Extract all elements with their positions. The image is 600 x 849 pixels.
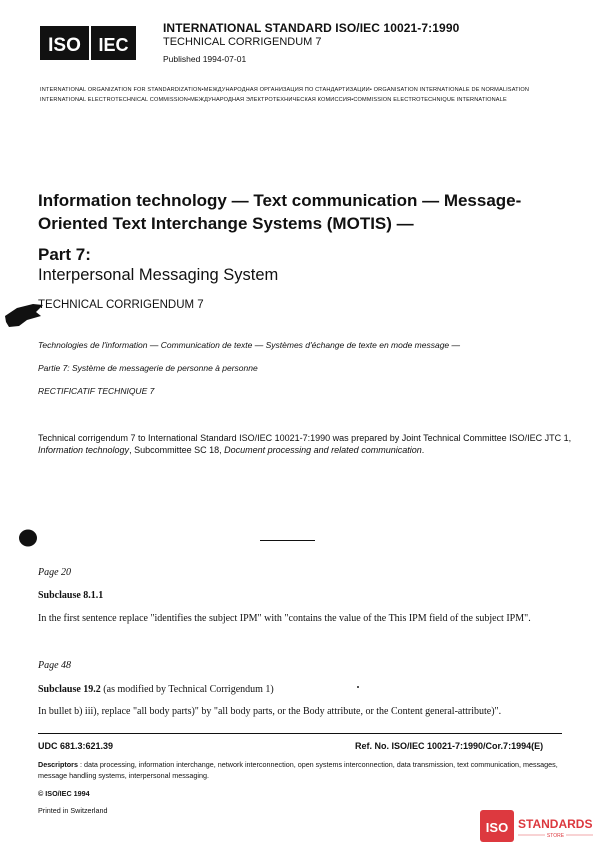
intro-middle: , Subcommittee SC 18,	[129, 445, 225, 455]
org-line-iso: INTERNATIONAL ORGANIZATION FOR STANDARDIZATION•МЕЖДУНАРОДНАЯ ОРГАНИЗАЦИЯ ПО СТАНДАРТИЗАЦИИ• ORGANISATION INTERNATIONALE DE NORMALISATION	[40, 87, 530, 93]
french-title: Technologies de l'information — Communication de texte — Systèmes d'échange de texte en mode message —	[38, 340, 461, 350]
printed-in: Printed in Switzerland	[38, 806, 108, 815]
iso-standards-store-watermark	[478, 808, 596, 846]
correction-subclause	[38, 684, 274, 695]
subclause-label: Subclause 19.2	[38, 684, 101, 695]
correction-page: Page 48	[38, 660, 72, 671]
intro-committee: Information technology	[38, 445, 130, 455]
intro-paragraph	[38, 432, 578, 456]
section-divider	[260, 540, 315, 541]
footer-rule	[38, 733, 562, 734]
descriptors-text: : data processing, information interchange, network interconnection, open systems interconnection, data transmission, text communication, messages, message handling systems, interpersonal messaging.	[38, 760, 558, 780]
published-date: Published 1994-07-01	[163, 54, 247, 64]
corrigendum-label: TECHNICAL CORRIGENDUM 7	[163, 36, 322, 48]
ink-dot	[18, 528, 38, 548]
watermark-store: STORE	[546, 833, 565, 839]
correction-page: Page 20	[38, 567, 72, 578]
correction-subclause	[38, 590, 103, 601]
copyright: © ISO/IEC 1994	[38, 789, 90, 798]
standard-title: INTERNATIONAL STANDARD ISO/IEC 10021-7:1990	[163, 21, 460, 35]
logo-iso-text: ISO	[48, 35, 81, 56]
french-corrigendum: RECTIFICATIF TECHNIQUE 7	[38, 386, 155, 396]
french-part: Partie 7: Système de messagerie de personne à personne	[38, 363, 258, 373]
descriptors-label: Descriptors	[38, 760, 78, 769]
part-number: Part 7:	[38, 245, 91, 264]
iso-iec-logo	[40, 26, 136, 60]
watermark-iso: ISO	[485, 820, 509, 835]
org-line-iec: INTERNATIONAL ELECTROTECHNICAL COMMISSION•МЕЖДУНАРОДНАЯ ЭЛЕКТРОТЕХНИЧЕСКАЯ КОМИССИЯ•COMMISSION ELECTROTECHNIQUE INTERNATIONALE	[40, 97, 507, 103]
logo-iec-text: IEC	[98, 35, 129, 55]
udc-code: UDC 681.3:621.39	[38, 741, 114, 751]
subclause-note: (as modified by Technical Corrigendum 1)	[100, 684, 274, 695]
corrigendum-title: TECHNICAL CORRIGENDUM 7	[38, 299, 204, 311]
intro-subcommittee: Document processing and related communication	[224, 445, 422, 455]
descriptors	[38, 760, 562, 781]
scan-speck	[357, 686, 359, 688]
reference-number: Ref. No. ISO/IEC 10021-7:1990/Cor.7:1994(E)	[355, 741, 544, 751]
correction-text: In bullet b) iii), replace "all body parts)" by "all body parts, or the Body attribute, or the Content general-attribute)".	[38, 706, 502, 717]
subclause-label: Subclause 8.1.1	[38, 590, 104, 601]
intro-prefix: Technical corrigendum 7 to International Standard ISO/IEC 10021-7:1990 was prepared by Joint Technical Committee ISO/IEC JTC 1,	[38, 433, 572, 443]
document-title: Information technology — Text communication — Message-Oriented Text Interchange Systems (MOTIS) —	[38, 191, 522, 233]
intro-suffix: .	[421, 445, 425, 455]
part-name: Interpersonal Messaging System	[38, 266, 279, 284]
correction-text: In the first sentence replace "identifies the subject IPM" with "contains the value of the This IPM field of the subject IPM".	[38, 613, 531, 624]
watermark-standards: STANDARDS	[518, 817, 593, 831]
